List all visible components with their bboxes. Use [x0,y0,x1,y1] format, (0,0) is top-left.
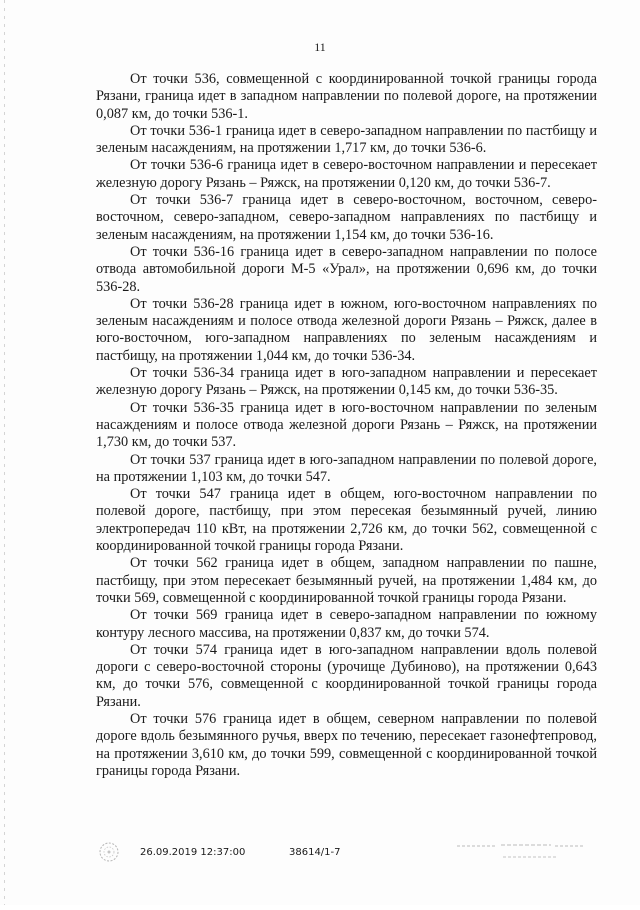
paragraph: От точки 576 граница идет в общем, северном направлении по полевой дороге вдоль безымянного ручья, вверх по течению, пересекает газонефтепровод, на протяжении 3,610 км, до точки 599, совмещенной с координированной точкой границы города Рязани. [96,710,597,779]
paragraph: От точки 536-35 граница идет в юго-восточном направлении по зеленым насаждениям и полосе отвода железной дороги Рязань – Ряжск, на протяжении 1,730 км, до точки 537. [96,399,597,451]
faint-stamp-icon [455,838,587,866]
paragraph: От точки 536-28 граница идет в южном, юго-восточном направлениях по зеленым насаждениям и полосе отвода железной дороги Рязань – Ряжск, далее в юго-восточном, юго-западном направлениях по зеленым насаждениям и пастбищу, на протяжении 1,044 км, до точки 536-34. [96,295,597,364]
document-body [96,71,597,780]
paragraph: От точки 536-7 граница идет в северо-восточном, восточном, северо-восточном, северо-западном, северо-западном направлениях по пастбищу и зеленым насаждениям, на протяжении 1,154 км, до точки 536-16. [96,192,597,243]
paragraph: От точки 536-1 граница идет в северо-западном направлении по пастбищу и зеленым насаждениям, на протяжении 1,717 км, до точки 536-6. [96,122,597,157]
paragraph: От точки 536-34 граница идет в юго-западном направлении и пересекает железную дорогу Рязань – Ряжск, на протяжении 0,145 км, до точки 536-35. [96,365,597,399]
paragraph: От точки 569 граница идет в северо-западном направлении по южному контуру лесного массива, на протяжении 0,837 км, до точки 574. [96,607,597,641]
paragraph: От точки 547 граница идет в общем, юго-восточном направлении по полевой дороге, пастбищу, при этом пересекая безымянный ручей, линию электропередач 110 кВт, на протяжении 2,726 км, до точки 562, совмещенной с координированной точкой границы города Рязани. [96,486,597,555]
paragraph: От точки 536-6 граница идет в северо-восточном направлении и пересекает железную дорогу Рязань – Ряжск, на протяжении 0,120 км, до точки 536-7. [96,157,597,191]
paragraph: От точки 574 граница идет в юго-западном направлении вдоль полевой дороги с северо-восточной стороны (урочище Дубиново), на протяжении 0,643 км, до точки 576, совмещенной с координированной точкой границы города Рязани. [96,641,597,710]
scan-margin-mark [3,0,6,905]
page-number: 11 [314,40,326,54]
paragraph: От точки 537 граница идет в юго-западном направлении по полевой дороге, на протяжении 1,103 км, до точки 547. [96,451,597,485]
paragraph: От точки 536, совмещенной с координированной точкой границы города Рязани, граница идет в западном направлении по полевой дороге, на протяжении 0,087 км, до точки 536-1. [96,71,597,122]
paragraph: От точки 562 граница идет в общем, западном направлении по пашне, пастбищу, при этом пересекает безымянный ручей, на протяжении 1,484 км, до точки 569, совмещенной с координированной точкой границы города Рязани. [96,555,597,606]
footer-document-number: 38614/1-7 [289,847,341,858]
paragraph: От точки 536-16 граница идет в северо-западном направлении по полосе отвода автомобильной дороги М-5 «Урал», на протяжении 0,696 км, до точки 536-28. [96,243,597,295]
footer-datetime: 26.09.2019 12:37:00 [140,847,246,858]
